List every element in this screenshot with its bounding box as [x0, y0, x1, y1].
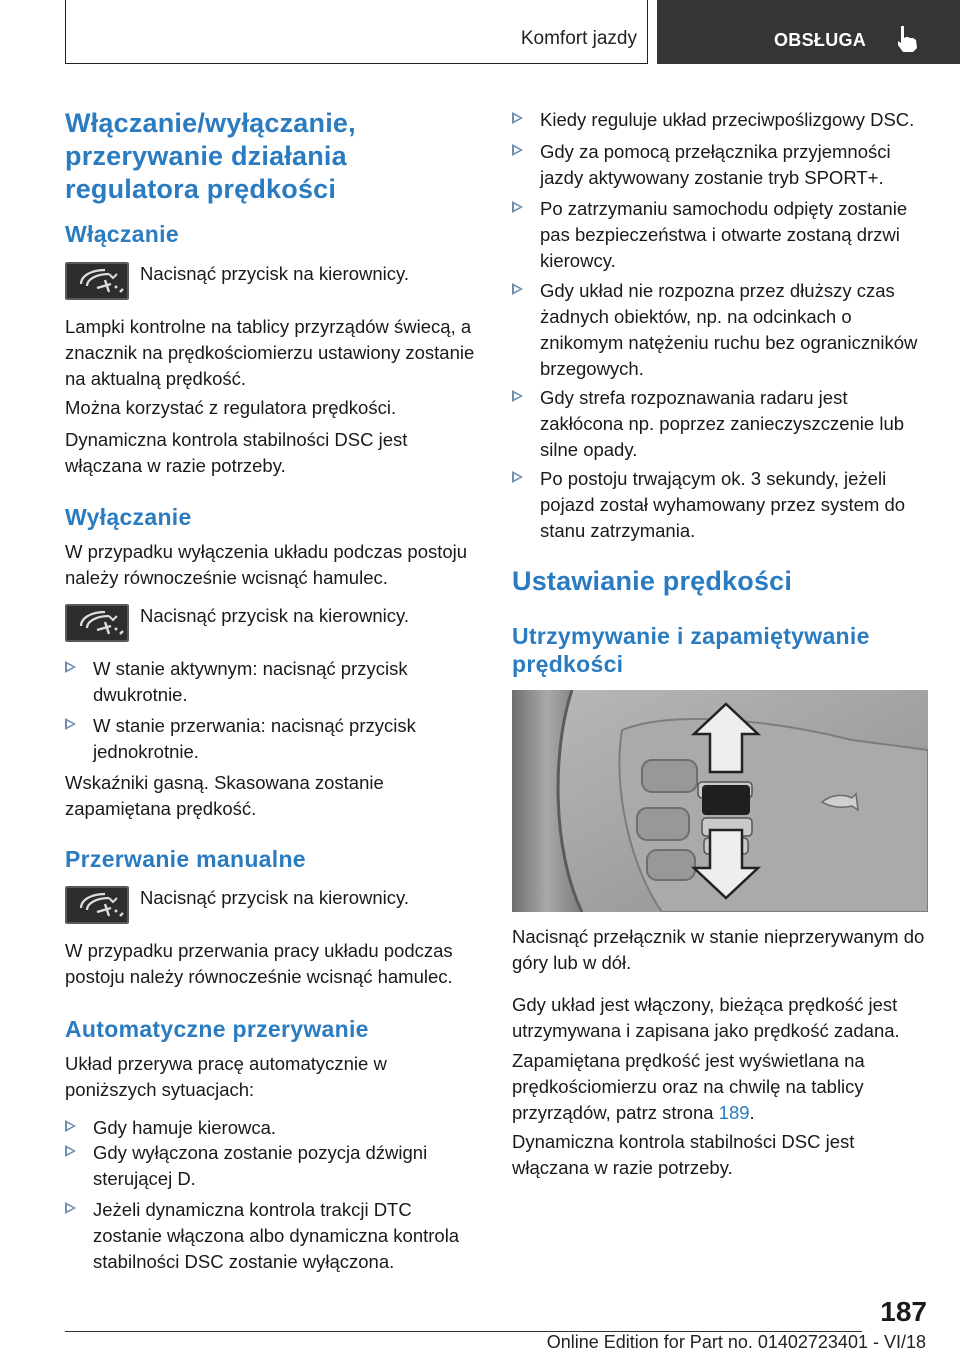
paragraph: Wskaźniki gasną. Skasowana zostanie zapamiętana prędkość. [65, 772, 384, 819]
heading-wlaczanie: Włączanie [65, 221, 179, 247]
section-title-set-speed: Ustawianie prędkości [512, 566, 793, 596]
bullet-triangle-icon [512, 112, 523, 124]
paragraph: Układ przerywa pracę automatycznie w poniższych sytuacjach: [65, 1053, 387, 1100]
paragraph: Nacisnąć przełącznik w stanie nieprzerywanym do góry lub w dół. [512, 926, 925, 973]
chapter-tab[interactable] [657, 0, 960, 64]
footer-edition: Online Edition for Part no. 01402723401 - VI/18 [546, 1332, 926, 1352]
button-instruction: Nacisnąć przycisk na kierownicy. [140, 887, 410, 908]
paragraph: W przypadku przerwania pracy układu podczas postoju należy równocześnie wcisnąć hamulec. [65, 940, 453, 987]
page-number: 187 [880, 1296, 927, 1327]
section-title: Komfort jazdy [520, 28, 637, 49]
header-bottom-rule [65, 63, 648, 64]
section-title-cruise-control: Włączanie/wyłączanie, przerywanie działania regulatora prędkości [65, 108, 356, 204]
bullet-triangle-icon [65, 1120, 76, 1132]
paragraph: W przypadku wyłączenia układu podczas postoju należy równocześnie wcisnąć hamulec. [65, 541, 468, 588]
cruise-button-icon [65, 262, 129, 300]
header-left-rule [65, 0, 66, 63]
button-instruction: Nacisnąć przycisk na kierownicy. [140, 263, 410, 284]
paragraph: Dynamiczna kontrola stabilności DSC jest włączana w razie potrzeby. [512, 1131, 855, 1178]
paragraph: Lampki kontrolne na tablicy przyrządów świecą, a znacznik na prędkościomierzu ustawiony zostanie na aktualną prędkość. [65, 316, 475, 389]
paragraph: Gdy układ jest włączony, bieżąca prędkość jest utrzymywana i zapisana jako prędkość zadana. [512, 994, 900, 1041]
paragraph: Można korzystać z regulatora prędkości. [65, 397, 397, 418]
pointing-hand-icon [895, 24, 921, 54]
page-reference-link[interactable]: 189 [718, 1102, 750, 1123]
bullet-triangle-icon [512, 283, 523, 295]
heading-automatyczne-przerywanie: Automatyczne przerywanie [65, 1016, 369, 1042]
bullet-triangle-icon [65, 1145, 76, 1157]
cruise-button-icon [65, 604, 129, 642]
paragraph: Zapamiętana prędkość jest wyświetlana na prędkościomierzu oraz na chwilę na tablicy przyrządów, patrz strona 189. [512, 1050, 865, 1123]
cruise-button-icon [65, 886, 129, 924]
bullet-triangle-icon [512, 144, 523, 156]
heading-wylaczanie: Wyłączanie [65, 504, 192, 530]
chapter-tab-label: OBSŁUGA [774, 30, 867, 50]
bullet-triangle-icon [65, 661, 76, 673]
bullet-triangle-icon [65, 1202, 76, 1214]
bullet-triangle-icon [65, 718, 76, 730]
heading-utrzymywanie: Utrzymywanie i zapamiętywanie prędkości [512, 623, 870, 677]
bullet-triangle-icon [512, 201, 523, 213]
bullet-triangle-icon [512, 471, 523, 483]
paragraph: Dynamiczna kontrola stabilności DSC jest włączana w razie potrzeby. [65, 429, 408, 476]
steering-wheel-photo [512, 690, 928, 912]
header-separator [647, 0, 648, 64]
button-instruction: Nacisnąć przycisk na kierownicy. [140, 605, 410, 626]
heading-przerwanie-manualne: Przerwanie manualne [65, 846, 306, 872]
bullet-triangle-icon [512, 390, 523, 402]
